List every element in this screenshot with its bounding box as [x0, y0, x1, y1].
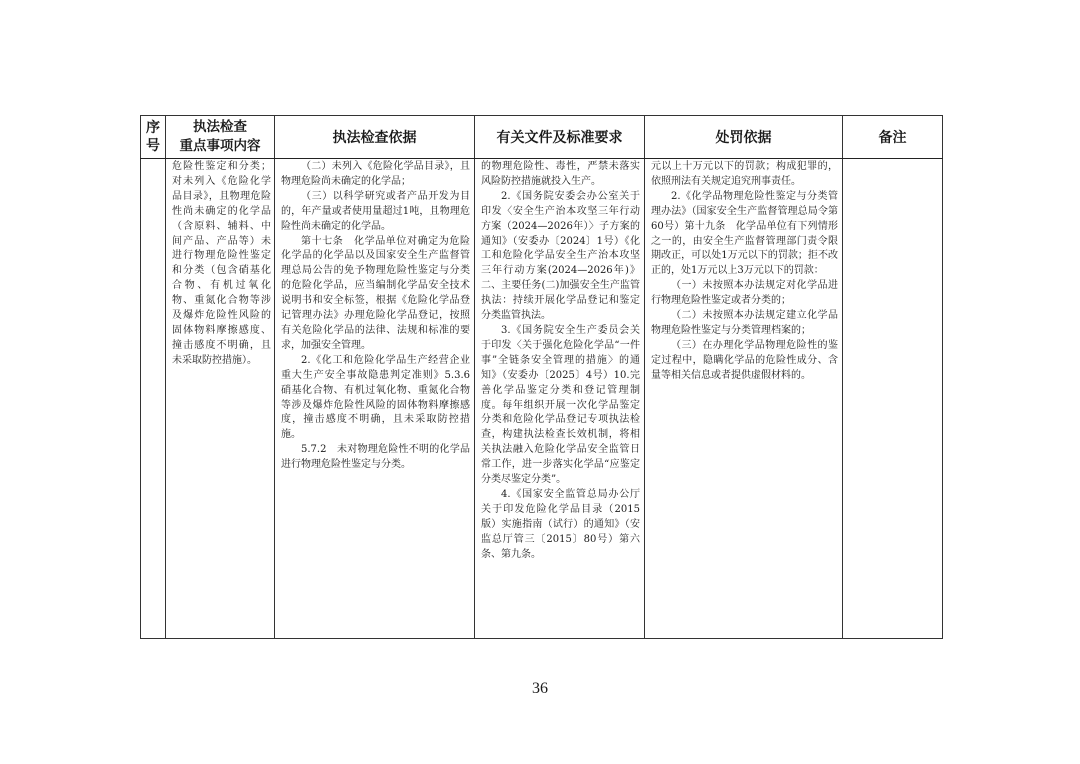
- table-header-row: [141, 116, 943, 159]
- header-penalty: 处罚依据: [645, 116, 843, 159]
- standards-paragraph: 4.《国家安全监管总局办公厅关于印发危险化学品目录（2015版）实施指南（试行）的通知》（安监总厅管三〔2015〕80号）第六条、第九条。: [481, 488, 640, 560]
- header-standards: 有关文件及标准要求: [475, 116, 645, 159]
- header-basis: 执法检查依据: [275, 116, 475, 159]
- header-seq: [141, 116, 166, 159]
- page-number: 36: [532, 680, 548, 697]
- table-row: [141, 159, 943, 639]
- standards-paragraph: 2.《国务院安委会办公室关于印发〈安全生产治本攻坚三年行动方案（2024—2026年）〉子方案的通知》（安委办〔2024〕1号）《化工和危险化学品安全生产治本攻坚三年行动方案(2024—2026年)》二、主要任务(二)加强安全生产监管执法：持续开展化学品登记和鉴定分类监管执法。: [481, 190, 640, 322]
- penalty-paragraph: 元以上十万元以下的罚款；构成犯罪的，依照刑法有关规定追究刑事责任。: [651, 161, 838, 187]
- basis-paragraph: （二）未列入《危险化学品目录》，且物理危险尚未确定的化学品；: [281, 161, 470, 187]
- cell-penalty: [645, 159, 843, 639]
- standards-paragraph: 的物理危险性、毒性，严禁未落实风险防控措施就投入生产。: [481, 161, 640, 187]
- basis-paragraph: 2.《化工和危险化学品生产经营企业重大生产安全事故隐患判定准则》5.3.6 硝基化合物、有机过氧化物、重氮化合物等涉及爆炸危险性风险的固体物料摩擦感度，撞击感度不明确，且未采取防控措施。: [281, 354, 480, 441]
- penalty-paragraph: （一）未按照本办法规定对化学品进行物理危险性鉴定或者分类的；: [651, 280, 838, 307]
- header-remarks: 备注: [843, 116, 943, 159]
- header-item-line2: 重点事项内容: [179, 138, 261, 154]
- basis-paragraph: （三）以科学研究或者产品开发为目的，年产量或者使用量超过1吨，且物理危险性尚未确定的化学品。: [281, 190, 470, 232]
- item-text: 危险性鉴定和分类；对未列入《危险化学品目录》，且物理危险性尚未确定的化学品（含原料、辅料、中间产品、产品等）未进行物理危险性鉴定和分类（包含硝基化合物、有机过氧化物、重氮化合物等涉及爆炸危险性风险的固体物料摩擦感度、撞击感度不明确，且未采取防控措施）。: [172, 161, 271, 366]
- header-item-line1: 执法检查: [193, 119, 247, 135]
- standards-paragraph: 3.《国务院安全生产委员会关于印发〈关于强化危险化学品“一件事”全链条安全管理的措施〉的通知》（安委办〔2025〕4号）10.完善化学品鉴定分类和登记管理制度。每年组织开展一次化学品鉴定分类和危险化学品登记专项执法检查，构建执法检查长效机制，将相关执法融入危险化学品安全监管日常工作，进一步落实化学品“应鉴定分类尽鉴定分类”。: [481, 324, 640, 486]
- header-seq-label: 序号: [146, 120, 160, 154]
- penalty-paragraph: （二）未按照本办法规定建立化学品物理危险性鉴定与分类管理档案的；: [651, 310, 838, 336]
- cell-remarks: [843, 159, 943, 639]
- header-item: [166, 116, 275, 159]
- cell-item: [166, 159, 275, 639]
- penalty-paragraph: 2.《化学品物理危险性鉴定与分类管理办法》（国家安全生产监督管理总局令第60号）第十九条 化学品单位有下列情形之一的，由安全生产监督管理部门责令限期改正，可以处1万元以下的罚款；拒不改正的，处1万元以上3万元以下的罚款：: [651, 190, 838, 277]
- penalty-paragraph: （三）在办理化学品物理危险性的鉴定过程中，隐瞒化学品的危险性成分、含量等相关信息或者提供虚假材料的。: [651, 339, 838, 381]
- cell-basis: [275, 159, 480, 639]
- inspection-table: [140, 115, 943, 639]
- cell-standards: [475, 159, 645, 639]
- cell-seq: [141, 159, 166, 639]
- basis-paragraph: 5.7.2 未对物理危险性不明的化学品进行物理危险性鉴定与分类。: [281, 444, 470, 471]
- basis-paragraph: 第十七条 化学品单位对确定为危险化学品的化学品以及国家安全生产监督管理总局公告的免予物理危险性鉴定与分类的危险化学品，应当编制化学品安全技术说明书和安全标签，根据《危险化学品登记管理办法》办理危险化学品登记，按照有关危险化学品的法律、法规和标准的要求，加强安全管理。: [281, 235, 470, 351]
